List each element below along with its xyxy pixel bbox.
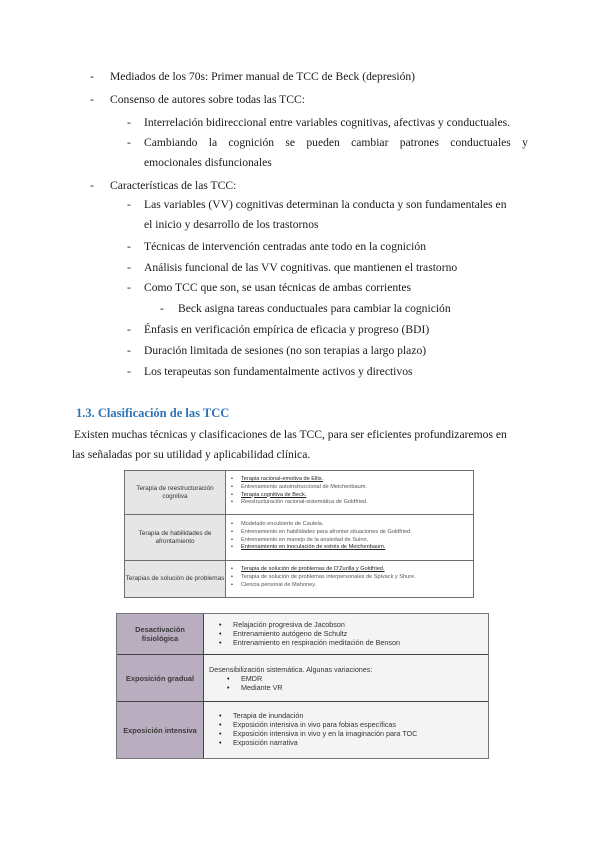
figure-row-label: Terapia de habilidades de afrontamiento — [125, 515, 226, 560]
figure-row-label: Terapias de solución de problemas — [125, 561, 226, 597]
figure-list-item: • Modelado encubierto de Cautela. — [231, 521, 471, 529]
outline-continuation: el inicio y desarrollo de los trastornos — [144, 218, 319, 231]
outline-text: Las variables (VV) cognitivas determinan la conducta y son fundamentales en — [144, 198, 507, 211]
section-paragraph-line: Existen muchas técnicas y clasificaciones de las TCC, para ser eficientes profundizaremos en — [74, 428, 507, 441]
figure-row-list — [231, 566, 471, 589]
figure-list-item: • EMDR — [217, 674, 484, 683]
bullet-dash: - — [127, 240, 131, 253]
figure-row-label: Desactivación fisiológica — [117, 614, 204, 654]
figure-list-item: • Entrenamiento autógeno de Schultz — [209, 629, 484, 638]
figure-list-item: • Terapia de inundación — [209, 711, 484, 720]
bullet-dash: - — [127, 344, 131, 357]
figure-row-list — [231, 476, 471, 507]
section-heading: 1.3. Clasificación de las TCC — [76, 406, 230, 420]
figure-list-item: • Ciencia personal de Mahoney. — [231, 582, 471, 590]
outline-text: Características de las TCC: — [110, 179, 237, 192]
classification-figure-cognitive — [124, 470, 474, 598]
word: patrones — [399, 136, 440, 149]
outline-text: Como TCC que son, se usan técnicas de ambas corrientes — [144, 281, 412, 294]
word: conductuales — [450, 136, 511, 149]
figure-row — [117, 655, 488, 702]
word: y — [522, 136, 528, 149]
bullet-dash: - — [127, 365, 131, 378]
figure-list-item: • Relajación progresiva de Jacobson — [209, 620, 484, 629]
outline-text: Los terapeutas son fundamentalmente activos y directivos — [144, 365, 413, 378]
section-paragraph-line: las señaladas por su utilidad y aplicabilidad clínica. — [72, 448, 311, 461]
outline-text: Duración limitada de sesiones (no son terapias a largo plazo) — [144, 344, 427, 357]
figure-list-item: • Entrenamiento autoinstruccional de Meichenbaum. — [231, 484, 471, 492]
figure-row — [125, 471, 473, 515]
figure-row-label: Terapia de reestructuración cognitiva — [125, 471, 226, 514]
outline-text: Consenso de autores sobre todas las TCC: — [110, 93, 305, 106]
outline-text: Interrelación bidireccional entre variables cognitivas, afectivas y conductuales. — [144, 116, 511, 129]
bullet-dash: - — [90, 179, 94, 192]
figure-list-item: • Exposición intensiva in vivo para fobias específicas — [209, 720, 484, 729]
figure-list-item: • Entrenamiento en inoculación de estrés de Meichenbaum. — [231, 544, 471, 552]
bullet-dash: - — [127, 198, 131, 211]
bullet-dash: - — [127, 261, 131, 274]
word: cognición — [228, 136, 275, 149]
outline-text: Técnicas de intervención centradas ante todo en la cognición — [144, 240, 426, 253]
outline-text: Énfasis en verificación empírica de eficacia y progreso (BDI) — [144, 323, 430, 336]
bullet-dash: - — [127, 323, 131, 336]
bullet-dash: - — [90, 70, 94, 83]
word: pueden — [306, 136, 340, 149]
figure-row — [117, 614, 488, 655]
figure-row-list — [209, 665, 484, 692]
figure-row-list — [209, 620, 484, 647]
figure-row — [117, 702, 488, 758]
word: la — [208, 136, 218, 149]
figure-row-list — [231, 521, 471, 552]
outline-text: Análisis funcional de las VV cognitivas. que mantienen el trastorno — [144, 261, 458, 274]
figure-list-item: • Reestructuración racional-sistemática de Goldfried. — [231, 499, 471, 507]
figure-row-label: Exposición gradual — [117, 655, 204, 701]
bullet-dash: - — [127, 136, 131, 149]
figure-list-item: • Entrenamiento en habilidades para afrontar situaciones de Goldfried. — [231, 529, 471, 537]
word: se — [285, 136, 296, 149]
figure-list-item: • Terapia racional-emotiva de Ellis. — [231, 476, 471, 484]
outline-text-justified — [144, 136, 528, 150]
figure-list-item: • Terapia de solución de problemas interpersonales de Spivack y Shure. — [231, 574, 471, 582]
figure-row — [125, 515, 473, 561]
outline-text: Mediados de los 70s: Primer manual de TCC de Beck (depresión) — [110, 70, 416, 83]
figure-list-item: • Exposición narrativa — [209, 738, 484, 747]
figure-list-item: • Terapia de solución de problemas de D'Zurilla y Goldfried. — [231, 566, 471, 574]
figure-row-list — [209, 711, 484, 747]
figure-list-item: • Exposición intensiva in vivo y en la imaginación para TOC — [209, 729, 484, 738]
classification-figure-behavioral — [116, 613, 489, 759]
bullet-dash: - — [160, 302, 164, 315]
figure-list-item: • Mediante VR — [217, 683, 484, 692]
figure-list-item: • Entrenamiento en respiración meditación de Benson — [209, 638, 484, 647]
figure-list-item: • Terapia cognitiva de Beck. — [231, 492, 471, 500]
bullet-dash: - — [127, 116, 131, 129]
figure-list-intro: Desensibilización sistemática. Algunas variaciones: — [209, 665, 373, 674]
figure-list-item: • Entrenamiento en manejo de la ansiedad de Suinn. — [231, 537, 471, 545]
word: Cambiando — [144, 136, 198, 149]
outline-continuation: emocionales disfuncionales — [144, 156, 272, 169]
bullet-dash: - — [90, 93, 94, 106]
bullet-dash: - — [127, 281, 131, 294]
figure-row-label: Exposición intensiva — [117, 702, 204, 758]
word: cambiar — [351, 136, 389, 149]
outline-text: Beck asigna tareas conductuales para cambiar la cognición — [178, 302, 451, 315]
figure-row — [125, 561, 473, 597]
